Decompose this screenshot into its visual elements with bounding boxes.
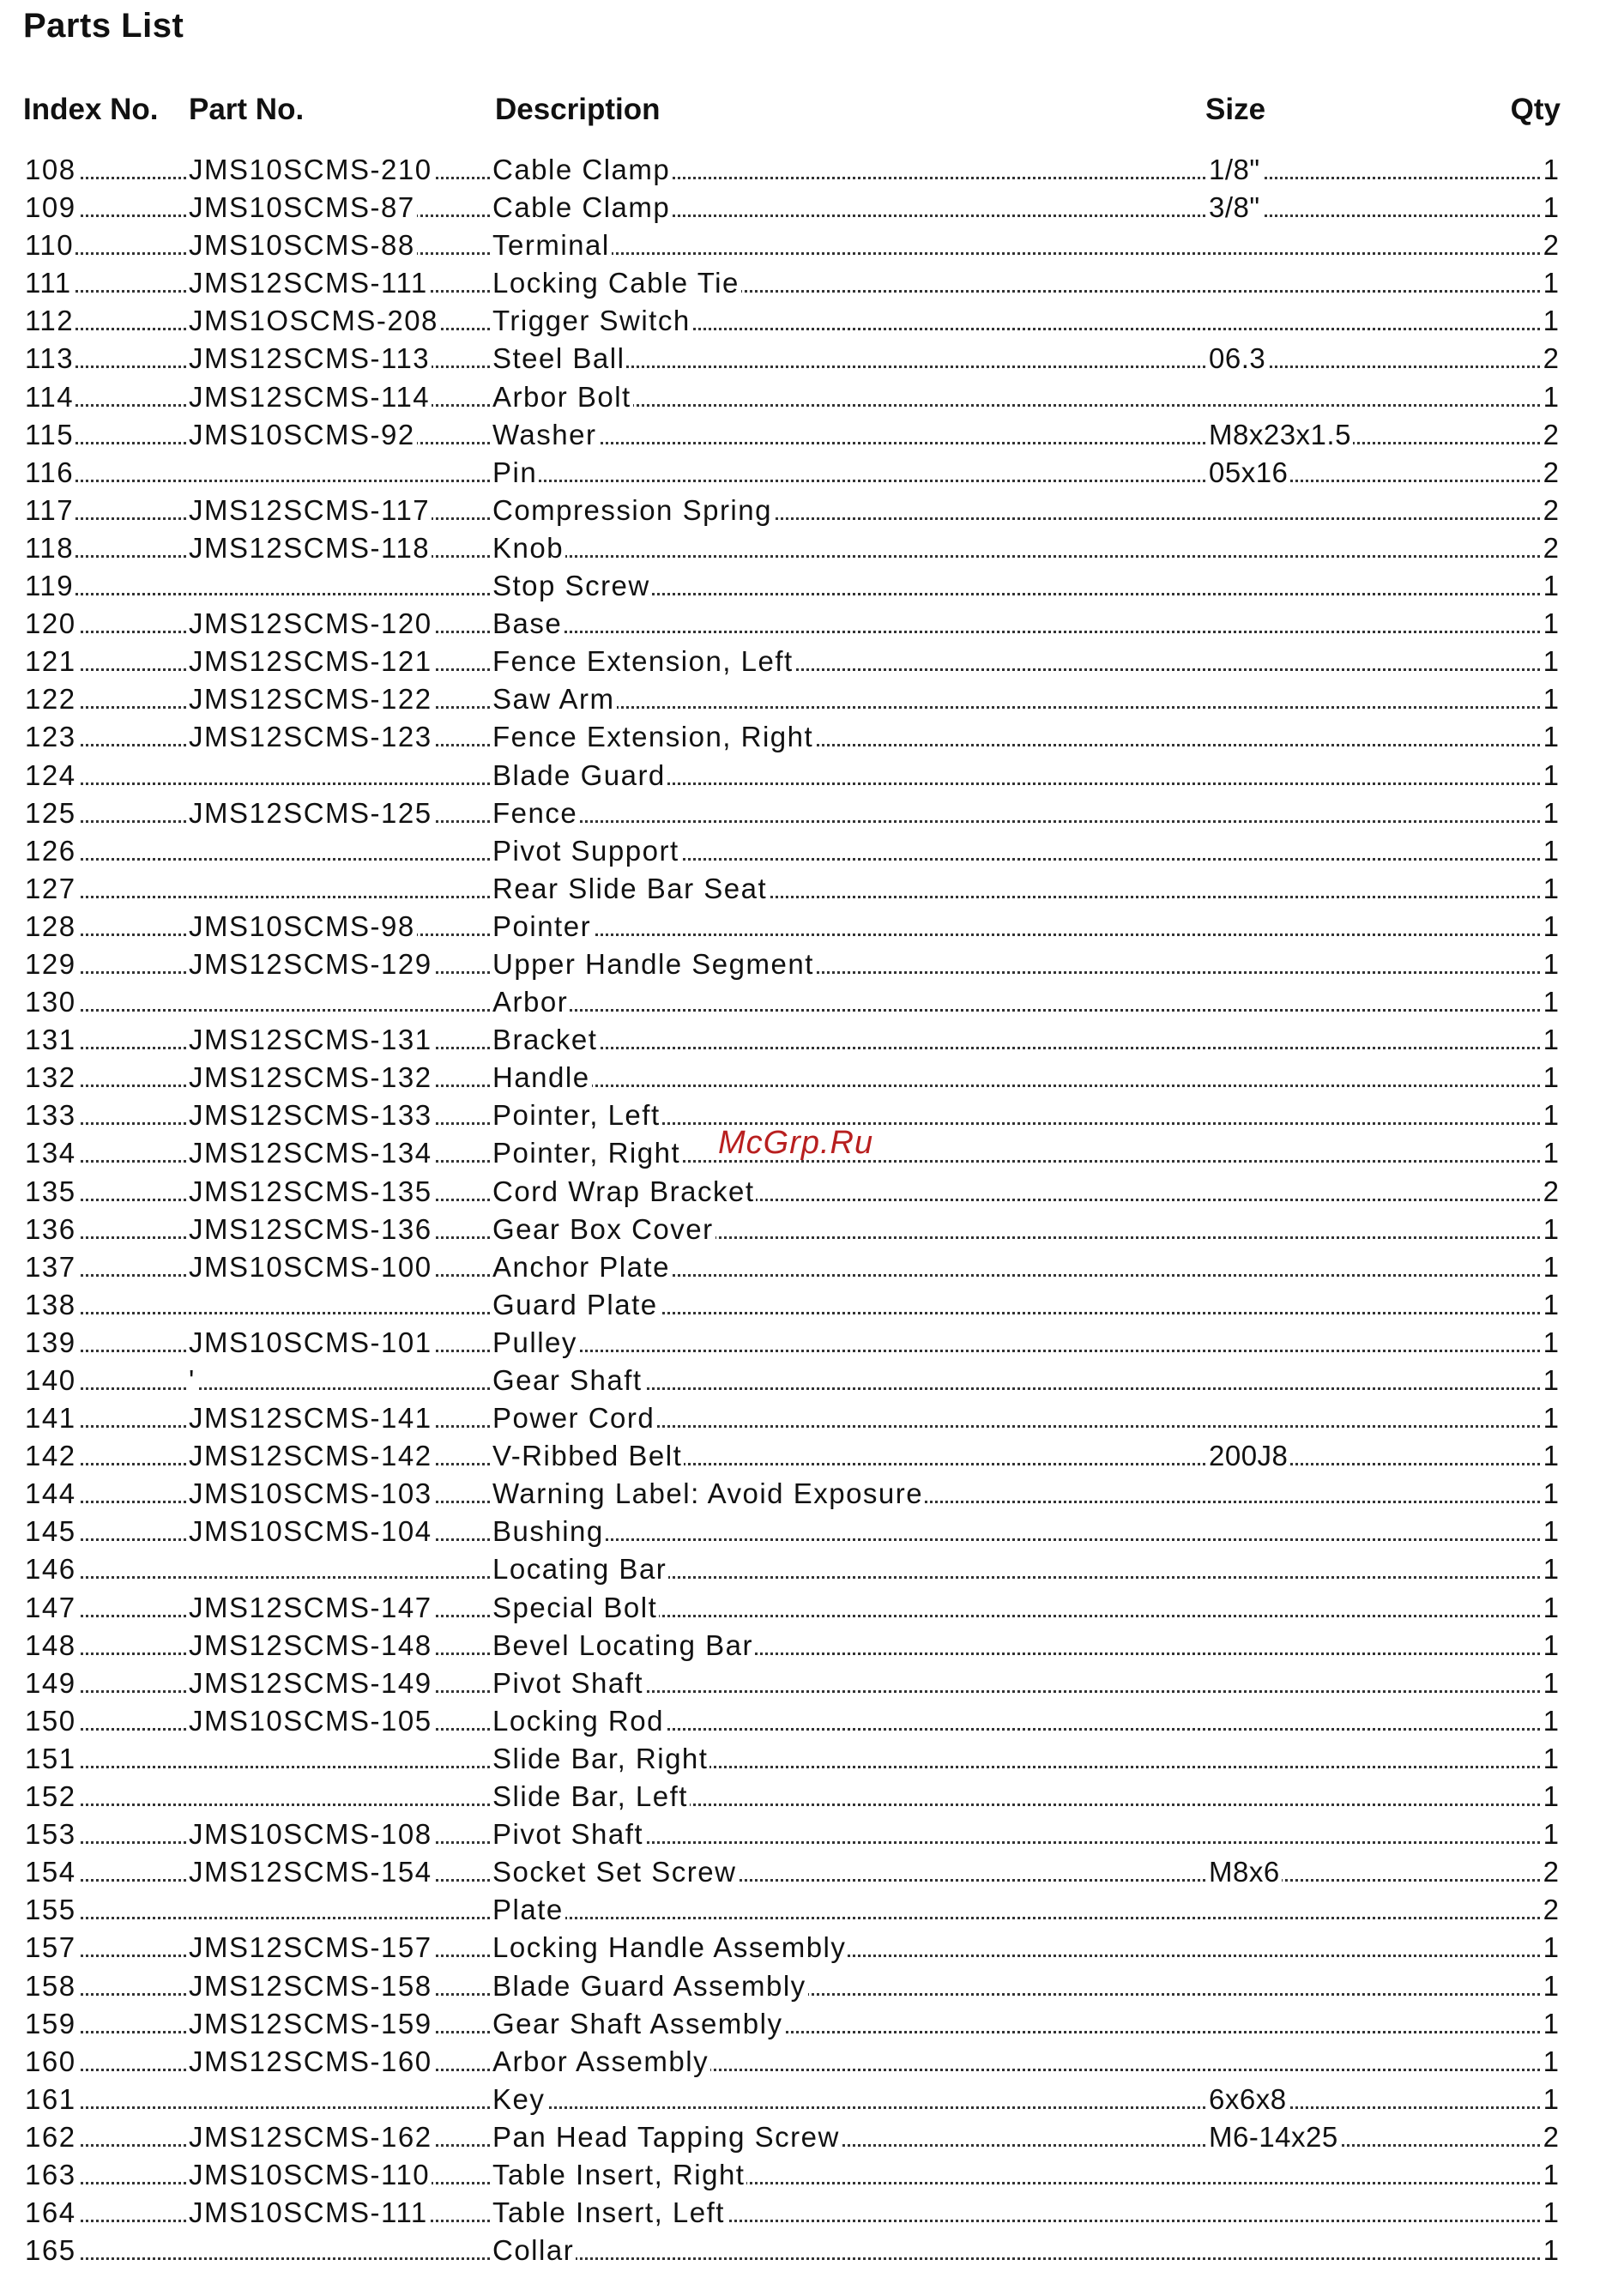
cell-qty: 1: [1542, 189, 1561, 227]
cell-qty: 1: [1542, 680, 1561, 718]
cell-qty: 1: [1542, 1513, 1561, 1550]
cell-part-no: JMS12SCMS-133: [187, 1097, 434, 1134]
cell-description: Plate: [491, 1891, 565, 1929]
cell-qty: 1: [1542, 1929, 1561, 1967]
cell-index: 123: [23, 718, 78, 756]
cell-description: Cable Clamp: [491, 151, 672, 189]
table-row: [0, 2232, 1600, 2269]
cell-index: 118: [23, 529, 75, 567]
cell-description: Pointer, Right: [491, 1134, 682, 1172]
cell-index: 163: [23, 2156, 78, 2194]
table-row: [0, 302, 1600, 340]
cell-description: Warning Label: Avoid Exposure: [491, 1475, 925, 1513]
table-row: [0, 1702, 1600, 1740]
table-row: [0, 1437, 1600, 1475]
cell-part-no: JMS12SCMS-129: [187, 946, 434, 983]
table-row: [0, 1513, 1600, 1550]
table-row: [0, 946, 1600, 983]
table-row: [0, 2118, 1600, 2156]
cell-description: Locating Bar: [491, 1550, 668, 1588]
table-row: [0, 1059, 1600, 1097]
cell-index: 138: [23, 1286, 78, 1324]
cell-index: 134: [23, 1134, 78, 1172]
cell-description: Pointer: [491, 908, 593, 946]
cell-description: Pan Head Tapping Screw: [491, 2118, 842, 2156]
cell-qty: 1: [1542, 718, 1561, 756]
cell-index: 141: [23, 1399, 78, 1437]
cell-part-no: JMS12SCMS-113: [187, 340, 432, 378]
dot-leader: [75, 1387, 1545, 1390]
cell-qty: 1: [1542, 1475, 1561, 1513]
cell-description: Bevel Locating Bar: [491, 1627, 755, 1665]
cell-size: 05x16: [1207, 454, 1289, 492]
table-row: [0, 1853, 1600, 1891]
cell-description: Blade Guard Assembly: [491, 1967, 808, 2005]
table-row: [0, 832, 1600, 870]
table-row: [0, 227, 1600, 264]
table-row: [0, 1778, 1600, 1816]
cell-part-no: JMS12SCMS-148: [187, 1627, 434, 1665]
cell-part-no: JMS10SCMS-101: [187, 1324, 434, 1362]
cell-qty: 1: [1542, 2194, 1561, 2232]
cell-part-no: JMS12SCMS-141: [187, 1399, 434, 1437]
cell-part-no: ': [187, 1362, 197, 1399]
cell-description: Handle: [491, 1059, 592, 1097]
cell-description: Collar: [491, 2232, 576, 2269]
cell-part-no: JMS10SCMS-105: [187, 1702, 434, 1740]
cell-index: 140: [23, 1362, 78, 1399]
table-row: [0, 2156, 1600, 2194]
cell-description: Table Insert, Left: [491, 2194, 727, 2232]
cell-size: M6-14x25: [1207, 2118, 1340, 2156]
dot-leader: [75, 858, 1545, 861]
cell-index: 160: [23, 2043, 78, 2081]
cell-qty: 1: [1542, 1967, 1561, 2005]
cell-index: 110: [23, 227, 75, 264]
cell-qty: 2: [1542, 1173, 1561, 1211]
header-qty: Qty: [1510, 93, 1561, 126]
cell-description: Power Cord: [491, 1399, 656, 1437]
cell-index: 128: [23, 908, 78, 946]
cell-qty: 1: [1542, 1021, 1561, 1059]
cell-index: 152: [23, 1778, 78, 1816]
cell-index: 116: [23, 454, 75, 492]
cell-description: Pivot Shaft: [491, 1816, 645, 1853]
cell-index: 148: [23, 1627, 78, 1665]
table-row: [0, 1740, 1600, 1778]
cell-part-no: JMS12SCMS-123: [187, 718, 434, 756]
cell-description: Compression Spring: [491, 492, 774, 529]
table-row: [0, 1021, 1600, 1059]
cell-index: 165: [23, 2232, 78, 2269]
table-row: [0, 1399, 1600, 1437]
cell-description: Socket Set Screw: [491, 1853, 738, 1891]
cell-qty: 2: [1542, 416, 1561, 454]
cell-part-no: JMS12SCMS-160: [187, 2043, 434, 2081]
cell-index: 117: [23, 492, 75, 529]
cell-qty: 1: [1542, 643, 1561, 680]
cell-part-no: JMS12SCMS-147: [187, 1589, 434, 1627]
cell-part-no: JMS12SCMS-118: [187, 529, 432, 567]
cell-qty: 2: [1542, 1891, 1561, 1929]
cell-part-no: JMS10SCMS-87: [187, 189, 417, 227]
cell-index: 113: [23, 340, 75, 378]
cell-qty: 2: [1542, 2118, 1561, 2156]
table-row: [0, 908, 1600, 946]
table-row: [0, 264, 1600, 302]
header-index: Index No.: [23, 93, 159, 126]
cell-qty: 1: [1542, 2081, 1561, 2118]
table-row: [0, 1324, 1600, 1362]
dot-leader: [75, 896, 1545, 898]
cell-part-no: JMS10SCMS-210: [187, 151, 434, 189]
cell-index: 136: [23, 1211, 78, 1248]
cell-index: 157: [23, 1929, 78, 1967]
cell-part-no: JMS12SCMS-142: [187, 1437, 434, 1475]
table-row: [0, 1286, 1600, 1324]
cell-description: Cord Wrap Bracket: [491, 1173, 756, 1211]
cell-index: 164: [23, 2194, 78, 2232]
cell-part-no: JMS12SCMS-135: [187, 1173, 434, 1211]
cell-description: Locking Handle Assembly: [491, 1929, 848, 1967]
table-row: [0, 757, 1600, 795]
cell-description: Fence Extension, Left: [491, 643, 795, 680]
table-row: [0, 2005, 1600, 2043]
cell-index: 135: [23, 1173, 78, 1211]
cell-qty: 1: [1542, 870, 1561, 908]
table-row: [0, 1248, 1600, 1286]
cell-part-no: JMS12SCMS-159: [187, 2005, 434, 2043]
cell-description: Saw Arm: [491, 680, 617, 718]
table-row: [0, 189, 1600, 227]
cell-qty: 2: [1542, 227, 1561, 264]
cell-description: Upper Handle Segment: [491, 946, 816, 983]
cell-description: Special Bolt: [491, 1589, 659, 1627]
cell-description: Rear Slide Bar Seat: [491, 870, 769, 908]
cell-qty: 2: [1542, 492, 1561, 529]
cell-part-no: JMS1OSCMS-208: [187, 302, 440, 340]
cell-part-no: JMS12SCMS-114: [187, 378, 432, 416]
cell-qty: 1: [1542, 1211, 1561, 1248]
table-row: [0, 454, 1600, 492]
cell-index: 109: [23, 189, 78, 227]
watermark: McGrp.Ru: [718, 1125, 874, 1161]
cell-index: 130: [23, 983, 78, 1021]
cell-qty: 1: [1542, 1134, 1561, 1172]
cell-index: 114: [23, 378, 75, 416]
cell-description: Stop Screw: [491, 567, 652, 605]
table-row: [0, 1816, 1600, 1853]
cell-qty: 2: [1542, 1853, 1561, 1891]
dot-leader: [75, 480, 1545, 482]
cell-description: Key: [491, 2081, 546, 2118]
cell-part-no: JMS10SCMS-100: [187, 1248, 434, 1286]
cell-description: Anchor Plate: [491, 1248, 672, 1286]
cell-index: 162: [23, 2118, 78, 2156]
cell-index: 112: [23, 302, 75, 340]
cell-qty: 2: [1542, 454, 1561, 492]
dot-leader: [75, 593, 1545, 595]
cell-size: M8x6: [1207, 1853, 1282, 1891]
cell-index: 153: [23, 1816, 78, 1853]
cell-description: Cable Clamp: [491, 189, 672, 227]
cell-description: Guard Plate: [491, 1286, 660, 1324]
table-row: [0, 1589, 1600, 1627]
table-row: [0, 1475, 1600, 1513]
table-row: [0, 151, 1600, 189]
dot-leader: [75, 2106, 1545, 2109]
cell-description: Bracket: [491, 1021, 599, 1059]
cell-part-no: JMS10SCMS-103: [187, 1475, 434, 1513]
cell-qty: 1: [1542, 1740, 1561, 1778]
table-row: [0, 1665, 1600, 1702]
cell-qty: 1: [1542, 378, 1561, 416]
cell-description: Knob: [491, 529, 565, 567]
cell-qty: 1: [1542, 567, 1561, 605]
cell-index: 139: [23, 1324, 78, 1362]
cell-qty: 1: [1542, 757, 1561, 795]
table-row: [0, 680, 1600, 718]
cell-index: 155: [23, 1891, 78, 1929]
cell-qty: 1: [1542, 302, 1561, 340]
cell-qty: 1: [1542, 1702, 1561, 1740]
cell-qty: 1: [1542, 1665, 1561, 1702]
cell-qty: 1: [1542, 2043, 1561, 2081]
cell-part-no: JMS12SCMS-120: [187, 605, 434, 643]
dot-leader: [75, 1009, 1545, 1012]
cell-description: Slide Bar, Right: [491, 1740, 709, 1778]
cell-qty: 1: [1542, 1324, 1561, 1362]
cell-index: 129: [23, 946, 78, 983]
cell-size: 06.3: [1207, 340, 1267, 378]
cell-qty: 1: [1542, 1437, 1561, 1475]
header-size: Size: [1205, 93, 1266, 126]
table-row: [0, 492, 1600, 529]
cell-part-no: JMS10SCMS-88: [187, 227, 417, 264]
cell-part-no: JMS12SCMS-149: [187, 1665, 434, 1702]
cell-description: Steel Ball: [491, 340, 626, 378]
cell-qty: 1: [1542, 832, 1561, 870]
cell-qty: 1: [1542, 946, 1561, 983]
cell-description: Locking Rod: [491, 1702, 666, 1740]
dot-leader: [75, 1804, 1545, 1806]
cell-description: Pin: [491, 454, 539, 492]
cell-description: Fence Extension, Right: [491, 718, 815, 756]
cell-index: 108: [23, 151, 78, 189]
table-row: [0, 1550, 1600, 1588]
cell-description: Pivot Shaft: [491, 1665, 645, 1702]
cell-part-no: JMS10SCMS-110: [187, 2156, 432, 2194]
cell-qty: 1: [1542, 1286, 1561, 1324]
cell-index: 121: [23, 643, 78, 680]
header-part-no: Part No.: [189, 93, 305, 126]
table-row: [0, 605, 1600, 643]
cell-qty: 1: [1542, 1059, 1561, 1097]
cell-index: 119: [23, 567, 75, 605]
cell-size: 200J8: [1207, 1437, 1289, 1475]
cell-description: Fence: [491, 795, 579, 832]
table-header: [0, 93, 1600, 136]
cell-part-no: JMS10SCMS-92: [187, 416, 417, 454]
cell-qty: 1: [1542, 1550, 1561, 1588]
cell-description: Pulley: [491, 1324, 579, 1362]
dot-leader: [75, 2257, 1545, 2260]
cell-part-no: JMS12SCMS-132: [187, 1059, 434, 1097]
table-row: [0, 340, 1600, 378]
cell-part-no: JMS12SCMS-157: [187, 1929, 434, 1967]
cell-index: 154: [23, 1853, 78, 1891]
cell-qty: 1: [1542, 605, 1561, 643]
cell-part-no: JMS12SCMS-136: [187, 1211, 434, 1248]
table-row: [0, 416, 1600, 454]
cell-part-no: JMS12SCMS-117: [187, 492, 432, 529]
cell-part-no: JMS12SCMS-125: [187, 795, 434, 832]
cell-part-no: JMS12SCMS-121: [187, 643, 434, 680]
dot-leader: [75, 1576, 1545, 1579]
cell-size: 1/8": [1207, 151, 1262, 189]
cell-qty: 1: [1542, 1778, 1561, 1816]
table-row: [0, 2043, 1600, 2081]
cell-qty: 1: [1542, 1589, 1561, 1627]
cell-index: 132: [23, 1059, 78, 1097]
cell-index: 159: [23, 2005, 78, 2043]
table-row: [0, 643, 1600, 680]
cell-index: 161: [23, 2081, 78, 2118]
table-row: [0, 1891, 1600, 1929]
cell-qty: 1: [1542, 1627, 1561, 1665]
parts-table-body: [0, 151, 1600, 2269]
cell-qty: 1: [1542, 908, 1561, 946]
cell-description: Gear Shaft Assembly: [491, 2005, 784, 2043]
cell-description: Trigger Switch: [491, 302, 692, 340]
table-row: [0, 1967, 1600, 2005]
cell-part-no: JMS12SCMS-122: [187, 680, 434, 718]
table-row: [0, 378, 1600, 416]
cell-qty: 1: [1542, 795, 1561, 832]
dot-leader: [75, 1766, 1545, 1768]
table-row: [0, 1627, 1600, 1665]
cell-part-no: JMS12SCMS-134: [187, 1134, 434, 1172]
cell-qty: 2: [1542, 340, 1561, 378]
cell-qty: 1: [1542, 2232, 1561, 2269]
cell-description: Arbor: [491, 983, 570, 1021]
cell-index: 149: [23, 1665, 78, 1702]
table-row: [0, 718, 1600, 756]
cell-part-no: JMS10SCMS-104: [187, 1513, 434, 1550]
cell-index: 142: [23, 1437, 78, 1475]
cell-size: 6x6x8: [1207, 2081, 1289, 2118]
table-row: [0, 2081, 1600, 2118]
cell-part-no: JMS12SCMS-162: [187, 2118, 434, 2156]
cell-description: Blade Guard: [491, 757, 667, 795]
cell-index: 133: [23, 1097, 78, 1134]
cell-description: Arbor Bolt: [491, 378, 633, 416]
cell-part-no: JMS12SCMS-154: [187, 1853, 434, 1891]
cell-index: 145: [23, 1513, 78, 1550]
cell-index: 146: [23, 1550, 78, 1588]
cell-description: Arbor Assembly: [491, 2043, 710, 2081]
table-row: [0, 529, 1600, 567]
cell-index: 127: [23, 870, 78, 908]
cell-part-no: JMS10SCMS-98: [187, 908, 417, 946]
cell-index: 122: [23, 680, 78, 718]
cell-index: 151: [23, 1740, 78, 1778]
cell-description: Locking Cable Tie: [491, 264, 741, 302]
cell-description: Terminal: [491, 227, 612, 264]
page-title: Parts List: [23, 7, 184, 45]
cell-description: Washer: [491, 416, 598, 454]
cell-qty: 1: [1542, 1399, 1561, 1437]
cell-size: 3/8": [1207, 189, 1262, 227]
cell-index: 111: [23, 264, 74, 302]
cell-description: Pivot Support: [491, 832, 681, 870]
cell-description: Bushing: [491, 1513, 606, 1550]
cell-qty: 1: [1542, 1248, 1561, 1286]
table-row: [0, 567, 1600, 605]
table-row: [0, 2194, 1600, 2232]
cell-qty: 2: [1542, 529, 1561, 567]
cell-size: M8x23x1.5: [1207, 416, 1353, 454]
cell-qty: 1: [1542, 1816, 1561, 1853]
cell-qty: 1: [1542, 2005, 1561, 2043]
header-description: Description: [495, 93, 661, 126]
cell-index: 158: [23, 1967, 78, 2005]
cell-index: 126: [23, 832, 78, 870]
table-row: [0, 1362, 1600, 1399]
cell-index: 144: [23, 1475, 78, 1513]
cell-description: V-Ribbed Belt: [491, 1437, 684, 1475]
table-row: [0, 870, 1600, 908]
cell-part-no: JMS10SCMS-108: [187, 1816, 434, 1853]
cell-qty: 1: [1542, 1362, 1561, 1399]
cell-index: 150: [23, 1702, 78, 1740]
cell-qty: 1: [1542, 983, 1561, 1021]
cell-part-no: JMS12SCMS-131: [187, 1021, 434, 1059]
dot-leader: [75, 1917, 1545, 1919]
cell-description: Gear Box Cover: [491, 1211, 715, 1248]
cell-qty: 1: [1542, 1097, 1561, 1134]
table-row: [0, 1173, 1600, 1211]
cell-index: 125: [23, 795, 78, 832]
dot-leader: [75, 782, 1545, 785]
cell-index: 124: [23, 757, 78, 795]
cell-description: Base: [491, 605, 564, 643]
cell-qty: 1: [1542, 151, 1561, 189]
table-row: [0, 1211, 1600, 1248]
cell-part-no: JMS12SCMS-158: [187, 1967, 434, 2005]
cell-description: Slide Bar, Left: [491, 1778, 690, 1816]
cell-qty: 1: [1542, 264, 1561, 302]
cell-part-no: JMS10SCMS-111: [187, 2194, 430, 2232]
cell-description: Gear Shaft: [491, 1362, 644, 1399]
cell-description: Pointer, Left: [491, 1097, 662, 1134]
cell-description: Table Insert, Right: [491, 2156, 746, 2194]
dot-leader: [75, 1312, 1545, 1314]
cell-part-no: JMS12SCMS-111: [187, 264, 430, 302]
cell-qty: 1: [1542, 2156, 1561, 2194]
cell-index: 120: [23, 605, 78, 643]
cell-index: 147: [23, 1589, 78, 1627]
cell-index: 131: [23, 1021, 78, 1059]
cell-index: 137: [23, 1248, 78, 1286]
table-row: [0, 1929, 1600, 1967]
cell-index: 115: [23, 416, 75, 454]
table-row: [0, 983, 1600, 1021]
table-row: [0, 795, 1600, 832]
